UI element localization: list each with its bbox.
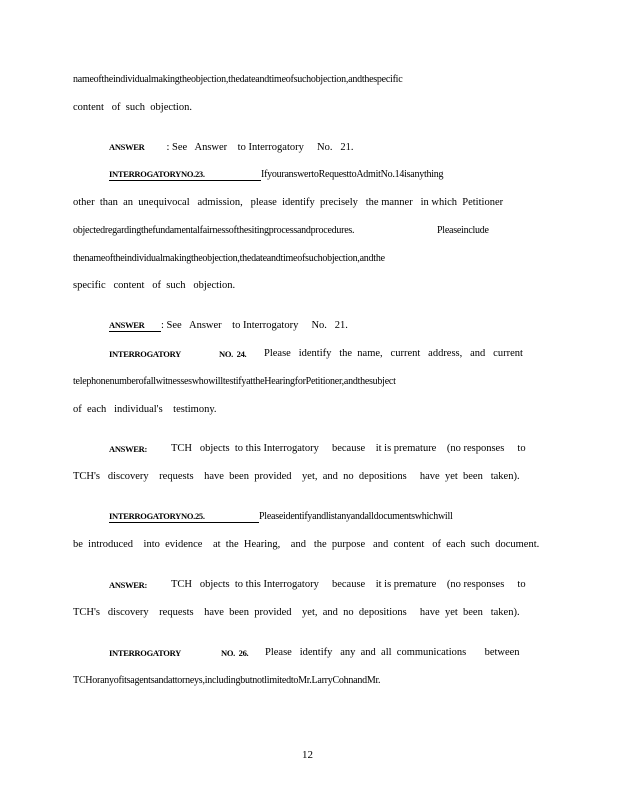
- answer-paragraph: [109, 443, 526, 456]
- body-line-text: other than an unequivocal admission, please identify precisely the manner in which Petitioner: [73, 197, 504, 208]
- body-line: content of such objection.: [73, 102, 192, 113]
- body-line: telephonenumberofallwitnesseswhowilltestifyattheHearingforPetitioner,andthesubject: [73, 376, 396, 387]
- answer-paragraph: [109, 320, 348, 332]
- interrogatory-heading: [109, 511, 453, 523]
- body-line: TCH's discovery requests have been provided yet, and no depositions have yet been taken).: [73, 607, 520, 618]
- answer-text: : See Answer to Interrogatory No. 21.: [166, 142, 354, 153]
- body-line: be introduced into evidence at the Hearing, and the purpose and content of each such document.: [73, 539, 540, 550]
- body-line-text: Pleaseinclude: [437, 225, 489, 236]
- answer-label: ANSWER: [109, 142, 145, 152]
- answer-text: TCH objects to this Interrogatory because it is premature (no responses to: [171, 443, 526, 454]
- body-line: of each individual's testimony.: [73, 404, 217, 415]
- body-line: TCHoranyofitsagentsandattorneys,includingbutnotlimitedtoMr.LarryCohnandMr.: [73, 675, 381, 686]
- answer-paragraph: [109, 141, 353, 154]
- interrogatory-heading: [109, 647, 520, 660]
- answer-label: ANSWER:: [109, 580, 148, 590]
- answer-paragraph: [109, 579, 526, 592]
- answer-text: TCH objects to this Interrogatory because it is premature (no responses to: [171, 579, 526, 590]
- interrogatory-label: INTERROGATORY: [109, 349, 181, 359]
- page-number: 12: [302, 749, 313, 761]
- body-line: [73, 197, 504, 209]
- answer-text: : See Answer to Interrogatory No. 21.: [161, 320, 348, 331]
- body-line: specific content of such objection.: [73, 280, 236, 291]
- body-line: thenameoftheindividualmakingtheobjection,thedateandtimeofsuchobjection,andthe: [73, 253, 385, 264]
- body-line: nameoftheindividualmakingtheobjection,thedateandtimeofsuchobjection,andthespecific: [73, 74, 403, 85]
- interrogatory-text: Please identify the name, current address, and current: [264, 348, 523, 359]
- body-line: TCH's discovery requests have been provided yet, and no depositions have yet been taken).: [73, 471, 520, 482]
- answer-label: ANSWER:: [109, 444, 148, 454]
- answer-label: ANSWER: [109, 320, 161, 332]
- interrogatory-number: NO. 24.: [219, 349, 247, 359]
- interrogatory-text: IfyouranswertoRequesttoAdmitNo.14isanything: [261, 169, 444, 180]
- body-line: [73, 225, 489, 237]
- interrogatory-heading: [109, 348, 523, 361]
- interrogatory-text: Pleaseidentifyandlistanyandalldocumentswhichwill: [259, 511, 453, 522]
- interrogatory-heading: [109, 169, 443, 181]
- interrogatory-label: INTERROGATORYNO.23.: [109, 169, 261, 181]
- interrogatory-number: NO. 26.: [221, 648, 249, 658]
- body-line-text: objectedregardingthefundamentalfairnessofthesitingprocessandprocedures.: [73, 225, 355, 236]
- interrogatory-text: Please identify any and all communications between: [265, 647, 520, 658]
- interrogatory-label: INTERROGATORY: [109, 648, 181, 658]
- interrogatory-label: INTERROGATORYNO.25.: [109, 511, 259, 523]
